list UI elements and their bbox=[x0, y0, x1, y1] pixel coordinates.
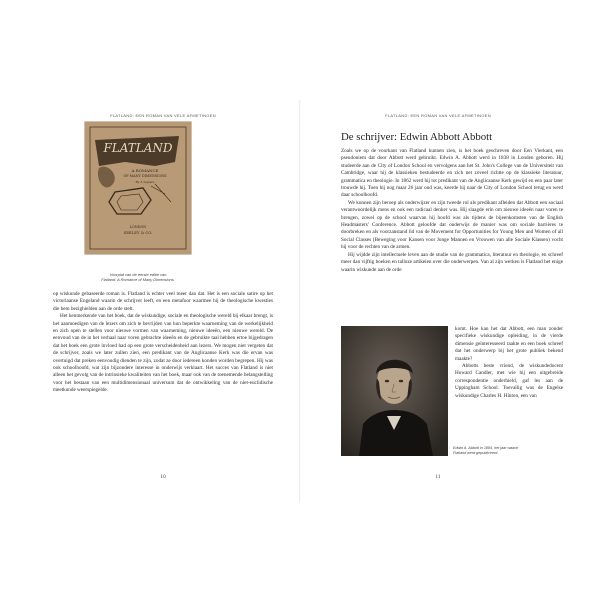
portrait-caption bbox=[453, 446, 563, 455]
book-gutter bbox=[299, 100, 301, 502]
portrait-caption-line-1: Edwin A. Abbott in 1884, het jaar waarin bbox=[453, 446, 519, 450]
right-paragraph-3: Hij wijdde zijn intellectuele leven aan de studie van de grammatica, literatuur en theologie, en schreef meer dan vijftig boeken en talloze artikelen over die onderwerpen. Van al zijn werken is Flatland het enige waarin wiskunde aan de orde bbox=[341, 251, 563, 273]
left-paragraph-1: op wiskunde gebaseerde roman is. Flatland is echter veel meer dan dat. Het is een sociale satire op het victoriaanse Engeland waarin de schrijver leeft, en een metafoor waarmee hij de theologische kwesties die hem bezighielden aan de orde stelt. bbox=[53, 291, 273, 312]
flatland-cover-illustration bbox=[85, 122, 191, 254]
right-page bbox=[304, 100, 572, 502]
section-heading: De schrijver: Edwin Abbott Abbott bbox=[341, 131, 493, 143]
cover-title: FLATLAND bbox=[103, 141, 173, 155]
right-side-paragraph-2: Abbotts beste vriend, de wiskundedocent Howard Candler, met wie hij een uitgebreide correspondentie onderhield, gaf les aan de Uppingham School. Toevallig was de Engelse wiskundige Charles H. Hinton, een van bbox=[455, 363, 563, 399]
cover-byline: By A Square bbox=[135, 180, 155, 184]
cover-subtitle-1: A ROMANCE bbox=[131, 168, 159, 173]
right-paragraph-1: Zoals we op de voorkant van Flatland kunnen zien, is het boek geschreven door Een Vierkant, een pseudoniem dat door Abbott werd gebruikt. Edwin A. Abbott werd in 1838 in Londen geboren. Hij studeerde aan de City of London School en vervolgens aan het St. John's College van de Universiteit van Cambridge, waar hij de klassieken bestudeerde en zich net zoveel richtte op de klassieke literatuur, grammatica en theologie. In 1862 werd hij tot predikant van de Anglicaanse Kerk gewijd en een paar later trouwde hij. Toen hij nog maar 26 jaar oud was, keerde hij naar de City of London School terug en werd daar schoolhoofd. bbox=[341, 148, 563, 199]
portrait-illustration bbox=[341, 326, 448, 456]
right-side-text bbox=[455, 326, 563, 400]
running-head-left: FLATLAND: EEN ROMAN VAN VELE AFMETINGEN bbox=[110, 113, 216, 118]
cover-publisher: LONDON bbox=[129, 225, 147, 229]
page-number-right: 11 bbox=[435, 474, 441, 480]
right-paragraph-2: We kunnen zijn beroep als onderwijzer en zijn tweede rol als predikant afleiden dat Abbott een sociaal verantwoordelijk mens en ook een radicaal denker was. Hij slaagde erin om nieuwe ideeën naar voren te brengen, zowel op de school waarvan hij hoofd was als tijdens de bijeenkomsten van de English Headmasters' Conference. Abbott geloofde dat onderwijs de manier was om sociale barrières te doorbreken en als voorzanstand lid van de Movement for Opportunities for Young Men and Women of all Social Classes (Beweging voor Kansen voor Jonge Mannen en Vrouwen van alle Sociale Klassen) vocht hij voor de rechten van de armen. bbox=[341, 199, 563, 251]
cover-caption bbox=[64, 272, 212, 282]
right-side-paragraph-1: komt. Hoe kan het dat Abbott, een man zonder specifieke wiskundige opleiding, in de vierde dimensie geïnteresseerd raakte en een boek schreef dat het onderwerp bij het grote publiek bekend maakte? bbox=[455, 326, 563, 362]
cover-caption-line-1: Voorplat van de eerste editie van bbox=[109, 272, 167, 277]
left-paragraph-2: Het kenmerkende van het boek, dat de wiskundige, sociale en theologische wereld bij elkaar brengt, is het aanmoedigen van de lezers om zich te bevrijden van hun beperkte waarneming van de werkelijkheid en zich open te stellen voor nieuwe vormen van waarneming, nieuwe ideeën, een nieuwe wereld. De eenvoud van de in het verhaal naar voren gebrachte ideeën en de gebruikte taal hebben ertoe bijgedragen dat het boek een grote invloed had op een grote verscheidenheid aan lezers. We mogen niet vergeten dat de schrijver, zoals we later zullen zien, een predikant van de Anglicaanse Kerk was die ervan was overtuigd dat preken eenvoudig dienden te zijn, zodat ze door iedereen konden worden begrepen. Hij was ook schoolhoofd, wat zijn bijzondere interesse in onderwijs verklaart. Het succes van Flatland is niet alleen het gevolg van de intrinsieke kwaliteiten van het boek, maar ook van de toenemende belangstelling voor het bestaan van een multidimensionaal universum dat de ontwikkeling van de niet-euclidische meetkunde weerspiegelde. bbox=[53, 313, 273, 394]
cover-caption-line-2: Flatland: A Romance of Many Dimensions. bbox=[101, 277, 175, 283]
left-page bbox=[29, 100, 297, 502]
right-body-text bbox=[341, 148, 563, 274]
cover-publisher-name: SEELEY & CO. bbox=[123, 230, 153, 235]
flatland-cover-image bbox=[85, 122, 191, 254]
running-head-right: FLATLAND: EEN ROMAN VAN VELE AFMETINGEN bbox=[385, 113, 491, 118]
portrait-caption-line-2: Flatland werd gepubliceerd. bbox=[453, 450, 499, 455]
page-number-left: 10 bbox=[160, 474, 166, 480]
left-body-text bbox=[53, 291, 273, 395]
cover-subtitle-2: OF MANY DIMENSIONS bbox=[123, 174, 167, 178]
abbott-portrait-photo bbox=[341, 326, 448, 456]
